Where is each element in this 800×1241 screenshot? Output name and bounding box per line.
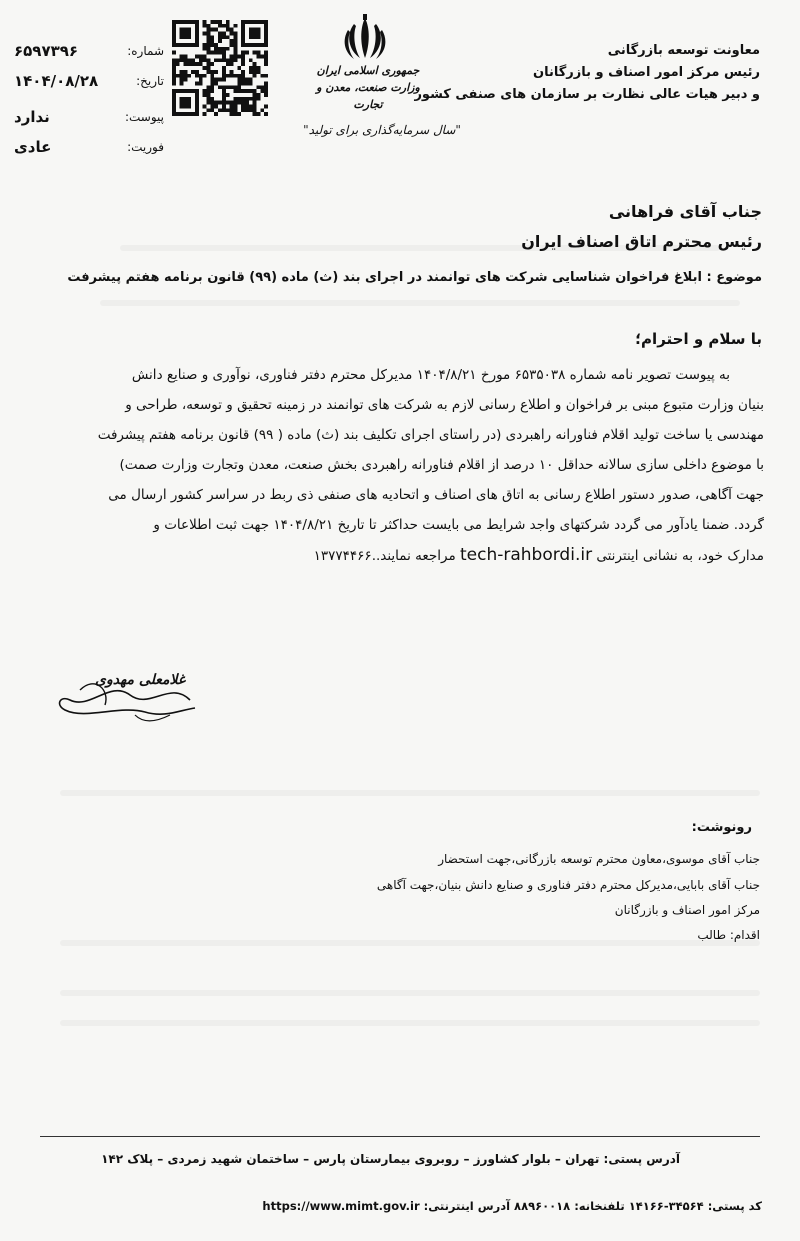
footer-website-link[interactable]: https://www.mimt.gov.ir (262, 1199, 420, 1213)
body-last-line (34, 540, 764, 571)
cc-line: اقدام: طالب (697, 928, 760, 942)
body-line: گردد. ضمنا یادآور می گردد شرکتهای واجد شرایط می بایست حداکثر تا تاریخ ۱۴۰۴/۸/۲۱ جهت ثبت اطلاعات و (153, 517, 764, 533)
cc-line: جناب آقای بابایی،مدیرکل محترم دفتر فناوری و صنایع دانش بنیان،جهت آگاهی (376, 878, 760, 892)
cc-line: جناب آقای موسوی،معاون محترم توسعه بازرگانی،جهت استحضار (438, 852, 760, 866)
body-line: به پیوست تصویر نامه شماره ۶۵۳۵۰۳۸ مورخ ۱۴۰۴/۸/۲۱ مدیرکل محترم دفتر فناوری، نوآوری و صنایع دانش (131, 367, 730, 383)
sender-line: رئیس مرکز امور اصناف و بازرگانان (532, 65, 760, 80)
signatory-name: غلامعلی مهدوی (95, 672, 186, 688)
date-label: تاریخ: (136, 74, 164, 88)
greeting: با سلام و احترام؛ (635, 330, 762, 348)
sender-line: معاونت توسعه بازرگانی (607, 43, 760, 58)
ministry-line: جمهوری اسلامی ایران (316, 64, 420, 77)
footer-address: آدرس پستی: تهران – بلوار کشاورز – روبروی بیمارستان پارس – ساختمان شهید زمردی – پلاک ۱۴۲ (101, 1152, 680, 1166)
body-line: با موضوع داخلی سازی سالانه حداقل ۱۰ درصد از اقلام فناورانه راهبردی بخش صنعت، معدن وتجارت وزارت صمت) (119, 457, 764, 473)
cc-title: رونوشت: (691, 820, 752, 835)
attachment-label: پیوست: (124, 110, 164, 124)
footer-contact (262, 1199, 762, 1213)
body-line: مدارک خود، به نشانی اینترنتی (596, 548, 764, 564)
attachment-value: ندارد (14, 108, 50, 126)
iran-emblem-icon (320, 14, 410, 64)
letter-body (34, 360, 764, 571)
body-line: مراجعه نمایند..۱۳۷۷۴۴۶۶ (313, 548, 456, 564)
year-slogan: "سال سرمایه‌گذاری برای تولید" (303, 123, 461, 137)
number-value: ۶۵۹۷۳۹۶ (14, 42, 79, 60)
ministry-line: وزارت صنعت، معدن و تجارت (316, 81, 420, 111)
footer-divider (40, 1136, 760, 1137)
footer-postal: کد پستی: ۳۴۵۶۴-۱۴۱۶۶ تلفنخانه: ۸۸۹۶۰۰۱۸ آدرس اینترنتی: (423, 1199, 762, 1213)
body-line: بنیان وزارت متبوع مبنی بر فراخوان و اطلاع رسانی لازم به شرکت های توانمند در زمینه تحقیق و توسعه، طراحی و (125, 397, 764, 413)
priority-value: عادی (14, 138, 52, 156)
sender-header (414, 40, 760, 106)
date-value: ۱۴۰۴/۰۸/۲۸ (14, 72, 99, 90)
body-line: مهندسی یا ساخت تولید اقلام فناورانه راهبردی (در راستای اجرای تکلیف بند (ث) ماده ( ۹۹) قانون برنامه هفتم پیشرفت (97, 427, 764, 443)
number-label: شماره: (127, 44, 164, 58)
priority-label: فوریت: (127, 140, 164, 154)
website-link[interactable]: tech-rahbordi.ir (459, 545, 593, 565)
sender-line: و دبیر هیات عالی نظارت بر سازمان های صنفی کشور (414, 87, 760, 102)
ministry-logo-text (308, 62, 428, 113)
addressee-name: جناب آقای فراهانی (608, 202, 762, 221)
body-line: جهت آگاهی، صدور دستور اطلاع رسانی به اتاق های اصناف و اتحادیه های صنفی ذی ربط در سراسر کشور ارسال می (108, 487, 764, 503)
addressee-title: رئیس محترم اتاق اصناف ایران (521, 232, 762, 251)
cc-line: مرکز امور اصناف و بازرگانان (614, 903, 760, 917)
letter-subject: موضوع : ابلاغ فراخوان شناسایی شرکت های توانمند در اجرای بند (ث) ماده (۹۹) قانون برنامه هفتم پیشرفت (67, 270, 762, 285)
qr-code-icon (172, 20, 268, 116)
